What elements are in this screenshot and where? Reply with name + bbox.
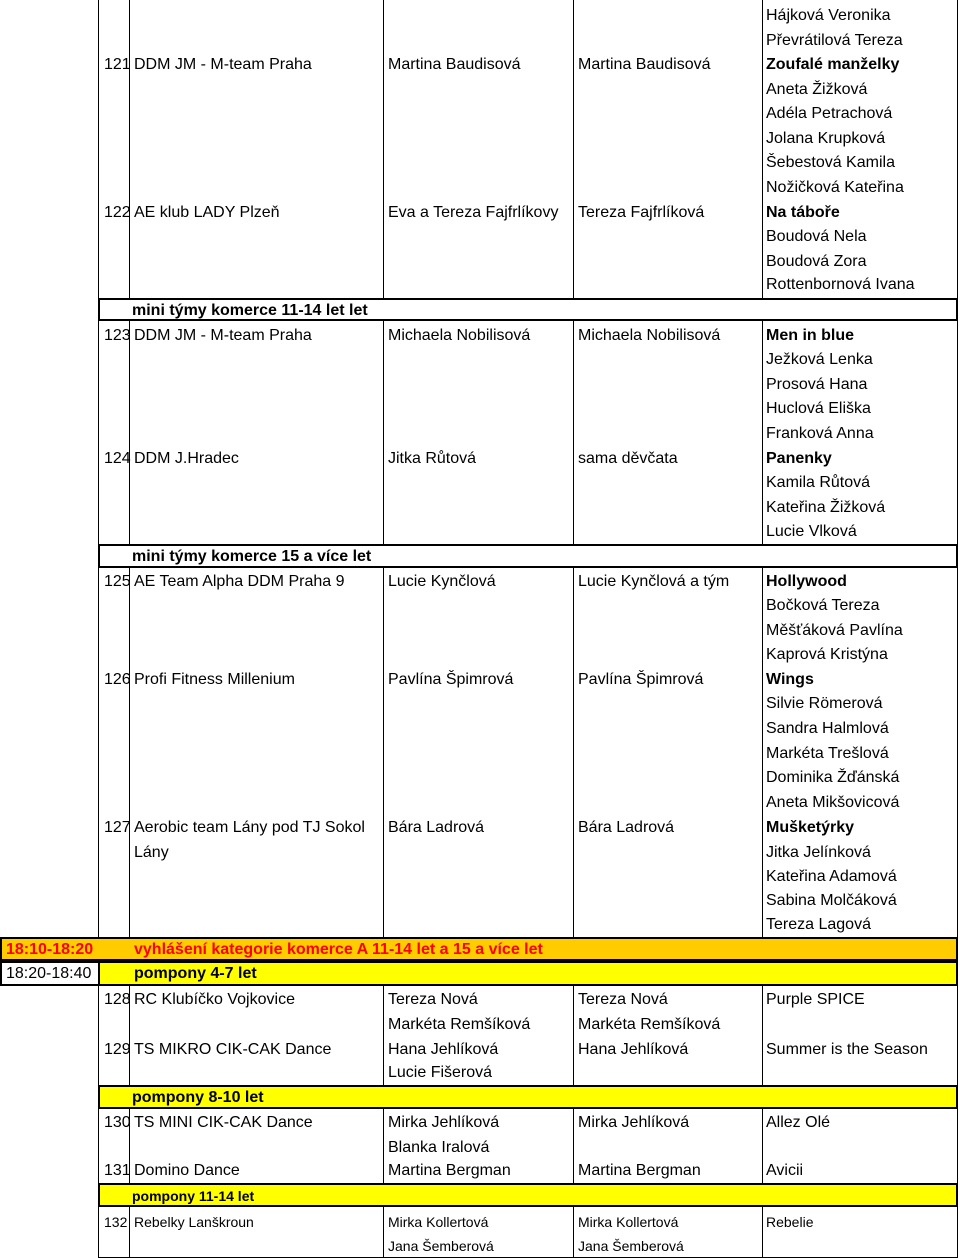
grid-line — [957, 1108, 958, 1183]
member-name: Lucie Vlková — [766, 523, 857, 540]
grid-line — [383, 320, 384, 544]
entry-number: 124 — [104, 450, 131, 467]
club-name: AE Team Alpha DDM Praha 9 — [134, 573, 345, 590]
member-name: Měšťáková Pavlína — [766, 622, 903, 639]
trainer-name: Lucie Fišerová — [388, 1064, 493, 1081]
choreographer-name: Tereza Fajfrlíková — [578, 204, 705, 221]
trainer-name: Pavlína Špimrová — [388, 671, 514, 688]
member-name: Kamila Růtová — [766, 474, 871, 491]
club-name: DDM J.Hradec — [134, 450, 239, 467]
trainer-name: Jitka Růtová — [388, 450, 477, 467]
grid-line — [762, 567, 763, 937]
grid-line — [383, 1108, 384, 1183]
team-name: Purple SPICE — [766, 991, 865, 1008]
category-header — [0, 961, 958, 986]
time-slot: 18:10-18:20 — [6, 941, 94, 958]
club-name: DDM JM - M-team Praha — [134, 327, 312, 344]
grid-line — [957, 320, 958, 544]
grid-line — [98, 985, 99, 1085]
team-name: Men in blue — [766, 327, 854, 344]
member-name: Ježková Lenka — [766, 351, 873, 368]
member-name: Adéla Petrachová — [766, 105, 893, 122]
category-header — [98, 1085, 958, 1109]
entry-number: 131 — [104, 1162, 131, 1179]
club-name: Aerobic team Lány pod TJ Sokol — [134, 819, 365, 836]
choreographer-name: Tereza Nová — [578, 991, 668, 1008]
trainer-name: Hana Jehlíková — [388, 1041, 499, 1058]
grid-line — [573, 320, 574, 544]
announcement-row — [0, 937, 958, 961]
category-label: mini týmy komerce 11-14 let let — [132, 302, 368, 319]
club-name: Rebelky Lanškroun — [134, 1214, 254, 1230]
choreographer-name: Mirka Kollertová — [578, 1214, 679, 1230]
member-name: Kateřina Adamová — [766, 868, 897, 885]
team-name: Na táboře — [766, 204, 840, 221]
club-name: Profi Fitness Millenium — [134, 671, 295, 688]
category-label: pompony 11-14 let — [132, 1188, 255, 1204]
trainer-name: Martina Baudisová — [388, 56, 521, 73]
choreographer-name: Markéta Remšíková — [578, 1016, 721, 1033]
trainer-name: Mirka Jehlíková — [388, 1114, 500, 1131]
member-name: Rottenbornová Ivana — [766, 276, 915, 293]
club-name: TS MINI CIK-CAK Dance — [134, 1114, 313, 1131]
team-name: Hollywood — [766, 573, 847, 590]
team-name: Zoufalé manželky — [766, 56, 900, 73]
member-name: Boudová Zora — [766, 253, 867, 270]
category-label: pompony 8-10 let — [132, 1089, 264, 1106]
member-name: Sabina Molčáková — [766, 892, 897, 909]
trainer-name: Lucie Kynčlová — [388, 573, 496, 590]
grid-line — [762, 1108, 763, 1183]
grid-line — [957, 985, 958, 1085]
member-name: Jitka Jelínková — [766, 844, 871, 861]
entry-number: 122 — [104, 204, 131, 221]
grid-line — [762, 985, 763, 1085]
entry-number: 121 — [104, 56, 131, 73]
grid-line — [762, 0, 763, 298]
choreographer-name: Mirka Jehlíková — [578, 1114, 690, 1131]
grid-line — [98, 1206, 99, 1258]
choreographer-name: Michaela Nobilisová — [578, 327, 721, 344]
grid-line — [573, 567, 574, 937]
member-name: Aneta Mikšovicová — [766, 794, 900, 811]
grid-line — [762, 320, 763, 544]
grid-line — [762, 1206, 763, 1258]
member-name: Huclová Eliška — [766, 400, 871, 417]
grid-line — [957, 1206, 958, 1258]
team-name: Mušketýrky — [766, 819, 855, 836]
member-name: Kateřina Žižková — [766, 499, 886, 516]
entry-number: 132 — [104, 1214, 128, 1230]
member-name: Franková Anna — [766, 425, 874, 442]
category-header — [98, 298, 958, 321]
trainer-name: Tereza Nová — [388, 991, 478, 1008]
grid-line — [383, 0, 384, 298]
category-header — [98, 544, 958, 568]
trainer-name: Markéta Remšíková — [388, 1016, 531, 1033]
grid-line — [98, 0, 99, 298]
grid-line — [383, 567, 384, 937]
trainer-name: Martina Bergman — [388, 1162, 511, 1179]
entry-number: 125 — [104, 573, 131, 590]
grid-line — [129, 320, 130, 544]
grid-line — [98, 320, 99, 544]
team-name: Avicii — [766, 1162, 804, 1179]
entry-number: 123 — [104, 327, 131, 344]
choreographer-name: Pavlína Špimrová — [578, 671, 704, 688]
category-header — [98, 1183, 958, 1207]
choreographer-name: Lucie Kynčlová a tým — [578, 573, 730, 590]
member-name: Prosová Hana — [766, 376, 868, 393]
member-name: Šebestová Kamila — [766, 154, 895, 171]
choreographer-name: sama děvčata — [578, 450, 678, 467]
member-name: Boudová Nela — [766, 228, 867, 245]
member-name: Aneta Žižková — [766, 81, 868, 98]
member-name: Bočková Tereza — [766, 597, 880, 614]
choreographer-name: Hana Jehlíková — [578, 1041, 689, 1058]
member-name: Kaprová Kristýna — [766, 646, 888, 663]
entry-number: 130 — [104, 1114, 131, 1131]
announcement-label: vyhlášení kategorie komerce A 11-14 let a 15 a více let — [134, 941, 543, 958]
category-label: mini týmy komerce 15 a více let — [132, 548, 372, 565]
member-name: Převrátilová Tereza — [766, 32, 903, 49]
club-name-continued: Lány — [134, 844, 169, 861]
club-name: DDM JM - M-team Praha — [134, 56, 312, 73]
time-cell — [2, 963, 100, 984]
trainer-name: Mirka Kollertová — [388, 1214, 489, 1230]
club-name: Domino Dance — [134, 1162, 240, 1179]
member-name: Dominika Žďánská — [766, 769, 900, 786]
choreographer-name: Jana Šemberová — [578, 1238, 684, 1254]
team-name: Wings — [766, 671, 814, 688]
member-name: Sandra Halmlová — [766, 720, 889, 737]
entry-number: 128 — [104, 991, 131, 1008]
club-name: AE klub LADY Plzeň — [134, 204, 280, 221]
grid-line — [383, 985, 384, 1085]
team-name: Rebelie — [766, 1214, 814, 1230]
member-name: Markéta Trešlová — [766, 745, 889, 762]
team-name: Panenky — [766, 450, 832, 467]
trainer-name: Eva a Tereza Fajfrlíkovy — [388, 204, 559, 221]
team-name: Allez Olé — [766, 1114, 831, 1131]
grid-line — [98, 567, 99, 937]
member-name: Hájková Veronika — [766, 7, 891, 24]
entry-number: 126 — [104, 671, 131, 688]
trainer-name: Jana Šemberová — [388, 1238, 494, 1254]
grid-line — [573, 1206, 574, 1258]
choreographer-name: Martina Bergman — [578, 1162, 701, 1179]
entry-number: 127 — [104, 819, 131, 836]
time-slot: 18:20-18:40 — [6, 965, 92, 982]
club-name: RC Klubíčko Vojkovice — [134, 991, 295, 1008]
trainer-name: Michaela Nobilisová — [388, 327, 531, 344]
trainer-name: Blanka Iralová — [388, 1139, 490, 1156]
grid-line — [573, 1108, 574, 1183]
member-name: Silvie Römerová — [766, 695, 883, 712]
grid-line — [573, 985, 574, 1085]
choreographer-name: Bára Ladrová — [578, 819, 675, 836]
club-name: TS MIKRO CIK-CAK Dance — [134, 1041, 332, 1058]
grid-line — [98, 1108, 99, 1183]
grid-line — [957, 0, 958, 298]
grid-line — [129, 567, 130, 937]
trainer-name: Bára Ladrová — [388, 819, 485, 836]
entry-number: 129 — [104, 1041, 131, 1058]
grid-line — [573, 0, 574, 298]
member-name: Tereza Lagová — [766, 916, 871, 933]
grid-line — [129, 1206, 130, 1258]
team-name: Summer is the Season — [766, 1041, 928, 1058]
member-name: Jolana Krupková — [766, 130, 886, 147]
grid-line — [957, 567, 958, 937]
category-label: pompony 4-7 let — [134, 965, 257, 982]
member-name: Nožičková Kateřina — [766, 179, 904, 196]
grid-line — [383, 1206, 384, 1258]
choreographer-name: Martina Baudisová — [578, 56, 711, 73]
grid-line — [129, 0, 130, 298]
